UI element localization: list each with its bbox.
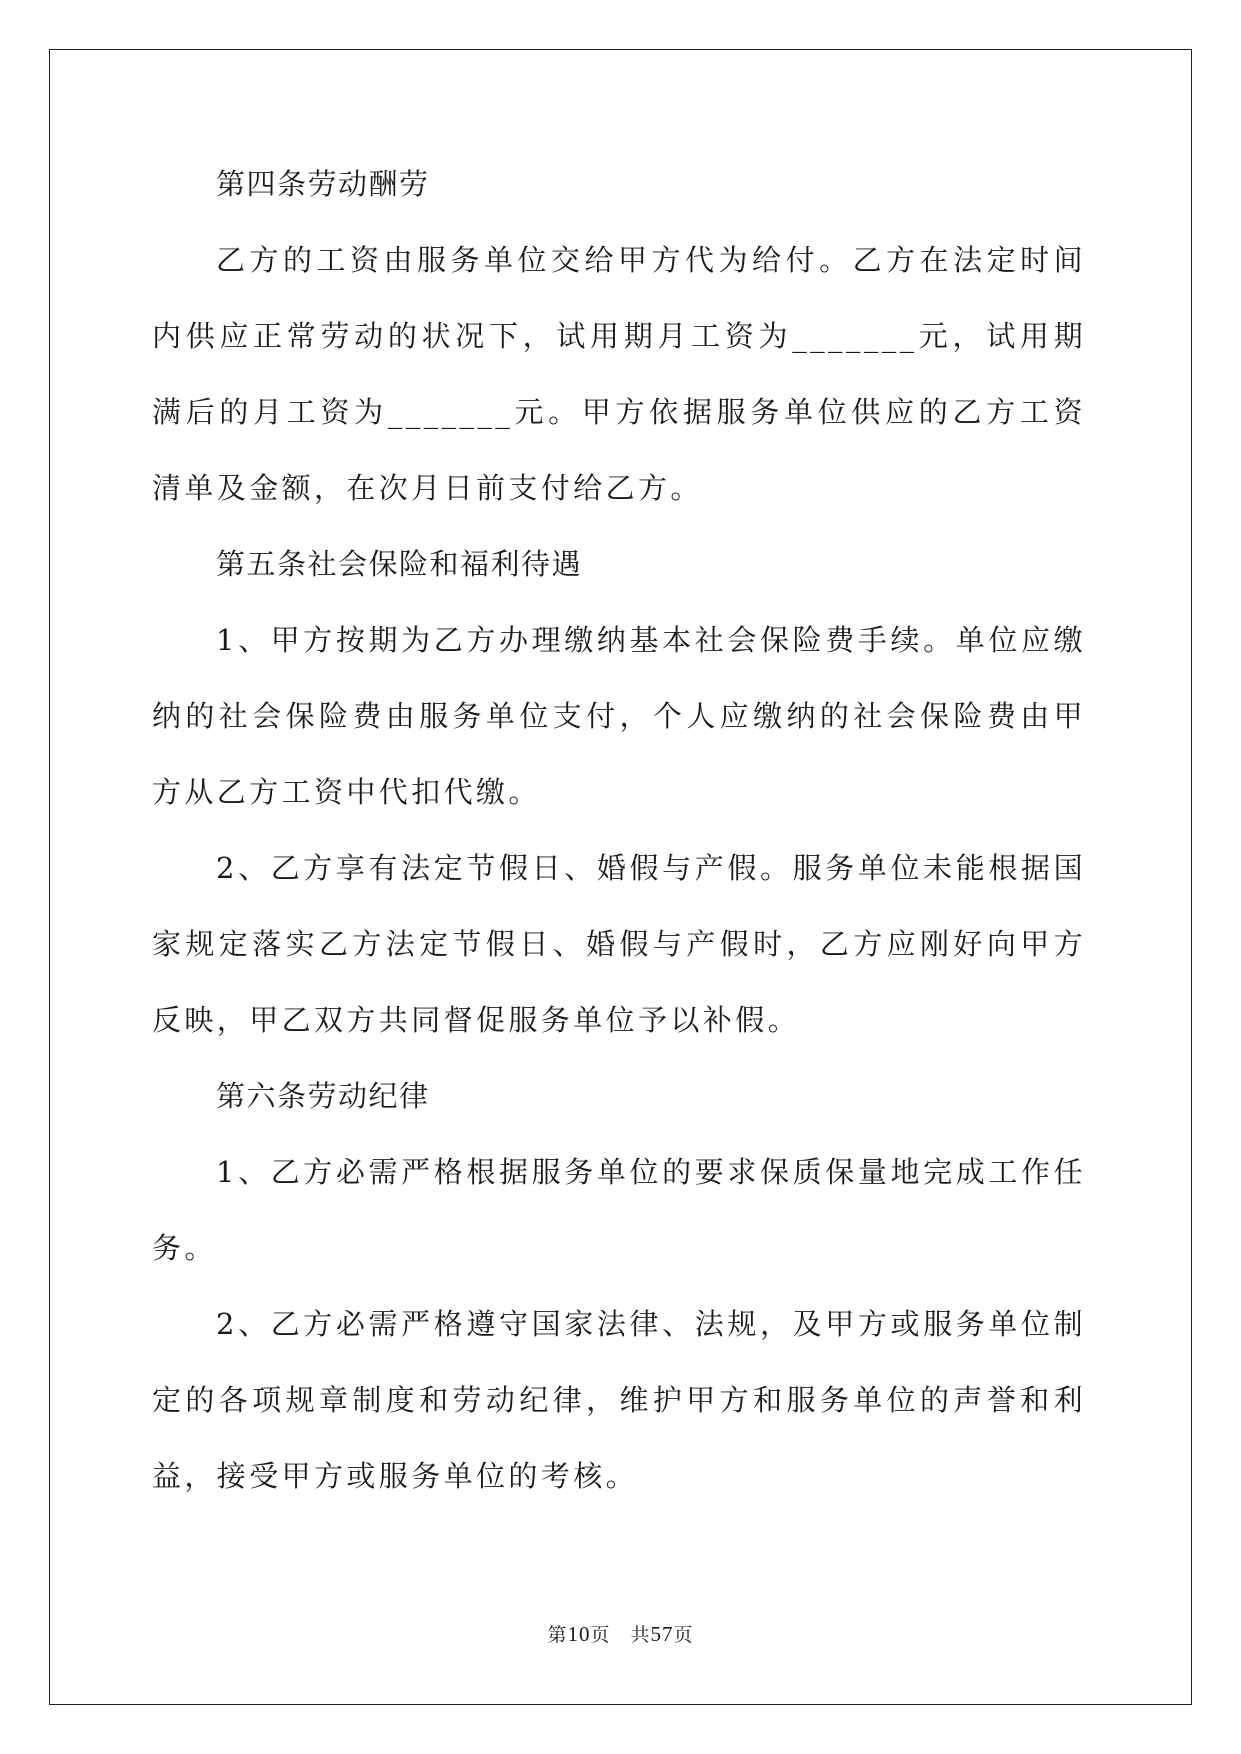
article-6-heading: 第六条劳动纪律 xyxy=(216,1079,430,1113)
page-footer xyxy=(0,1620,1241,1647)
footer-prefix: 第 xyxy=(547,1624,568,1646)
article-5-heading: 第五条社会保险和福利待遇 xyxy=(216,547,583,581)
article-5-paragraph-2: 2、乙方享有法定节假日、婚假与产假。服务单位未能根据国家规定落实乙方法定节假日、婚假与产假时，乙方应刚好向甲方反映，甲乙双方共同督促服务单位予以补假。 xyxy=(152,851,1086,1037)
footer-mid: 页 共 xyxy=(590,1624,651,1646)
footer-total-pages: 57 xyxy=(650,1622,674,1646)
footer-suffix: 页 xyxy=(673,1624,694,1646)
article-5-paragraph-1: 1、甲方按期为乙方办理缴纳基本社会保险费手续。单位应缴纳的社会保险费由服务单位支付，个人应缴纳的社会保险费由甲方从乙方工资中代扣代缴。 xyxy=(152,623,1086,809)
article-4-heading: 第四条劳动酬劳 xyxy=(216,167,430,201)
article-6-paragraph-1: 1、乙方必需严格根据服务单位的要求保质保量地完成工作任务。 xyxy=(152,1155,1086,1265)
article-6-paragraph-2: 2、乙方必需严格遵守国家法律、法规，及甲方或服务单位制定的各项规章制度和劳动纪律，维护甲方和服务单位的声誉和利益，接受甲方或服务单位的考核。 xyxy=(152,1307,1086,1493)
footer-current-page: 10 xyxy=(567,1622,591,1646)
document-body xyxy=(152,146,1086,1514)
article-4-paragraph-1: 乙方的工资由服务单位交给甲方代为给付。乙方在法定时间内供应正常劳动的状况下，试用期月工资为_______元，试用期满后的月工资为_______元。甲方依据服务单位供应的乙方工资清单及金额，在次月日前支付给乙方。 xyxy=(152,243,1086,505)
